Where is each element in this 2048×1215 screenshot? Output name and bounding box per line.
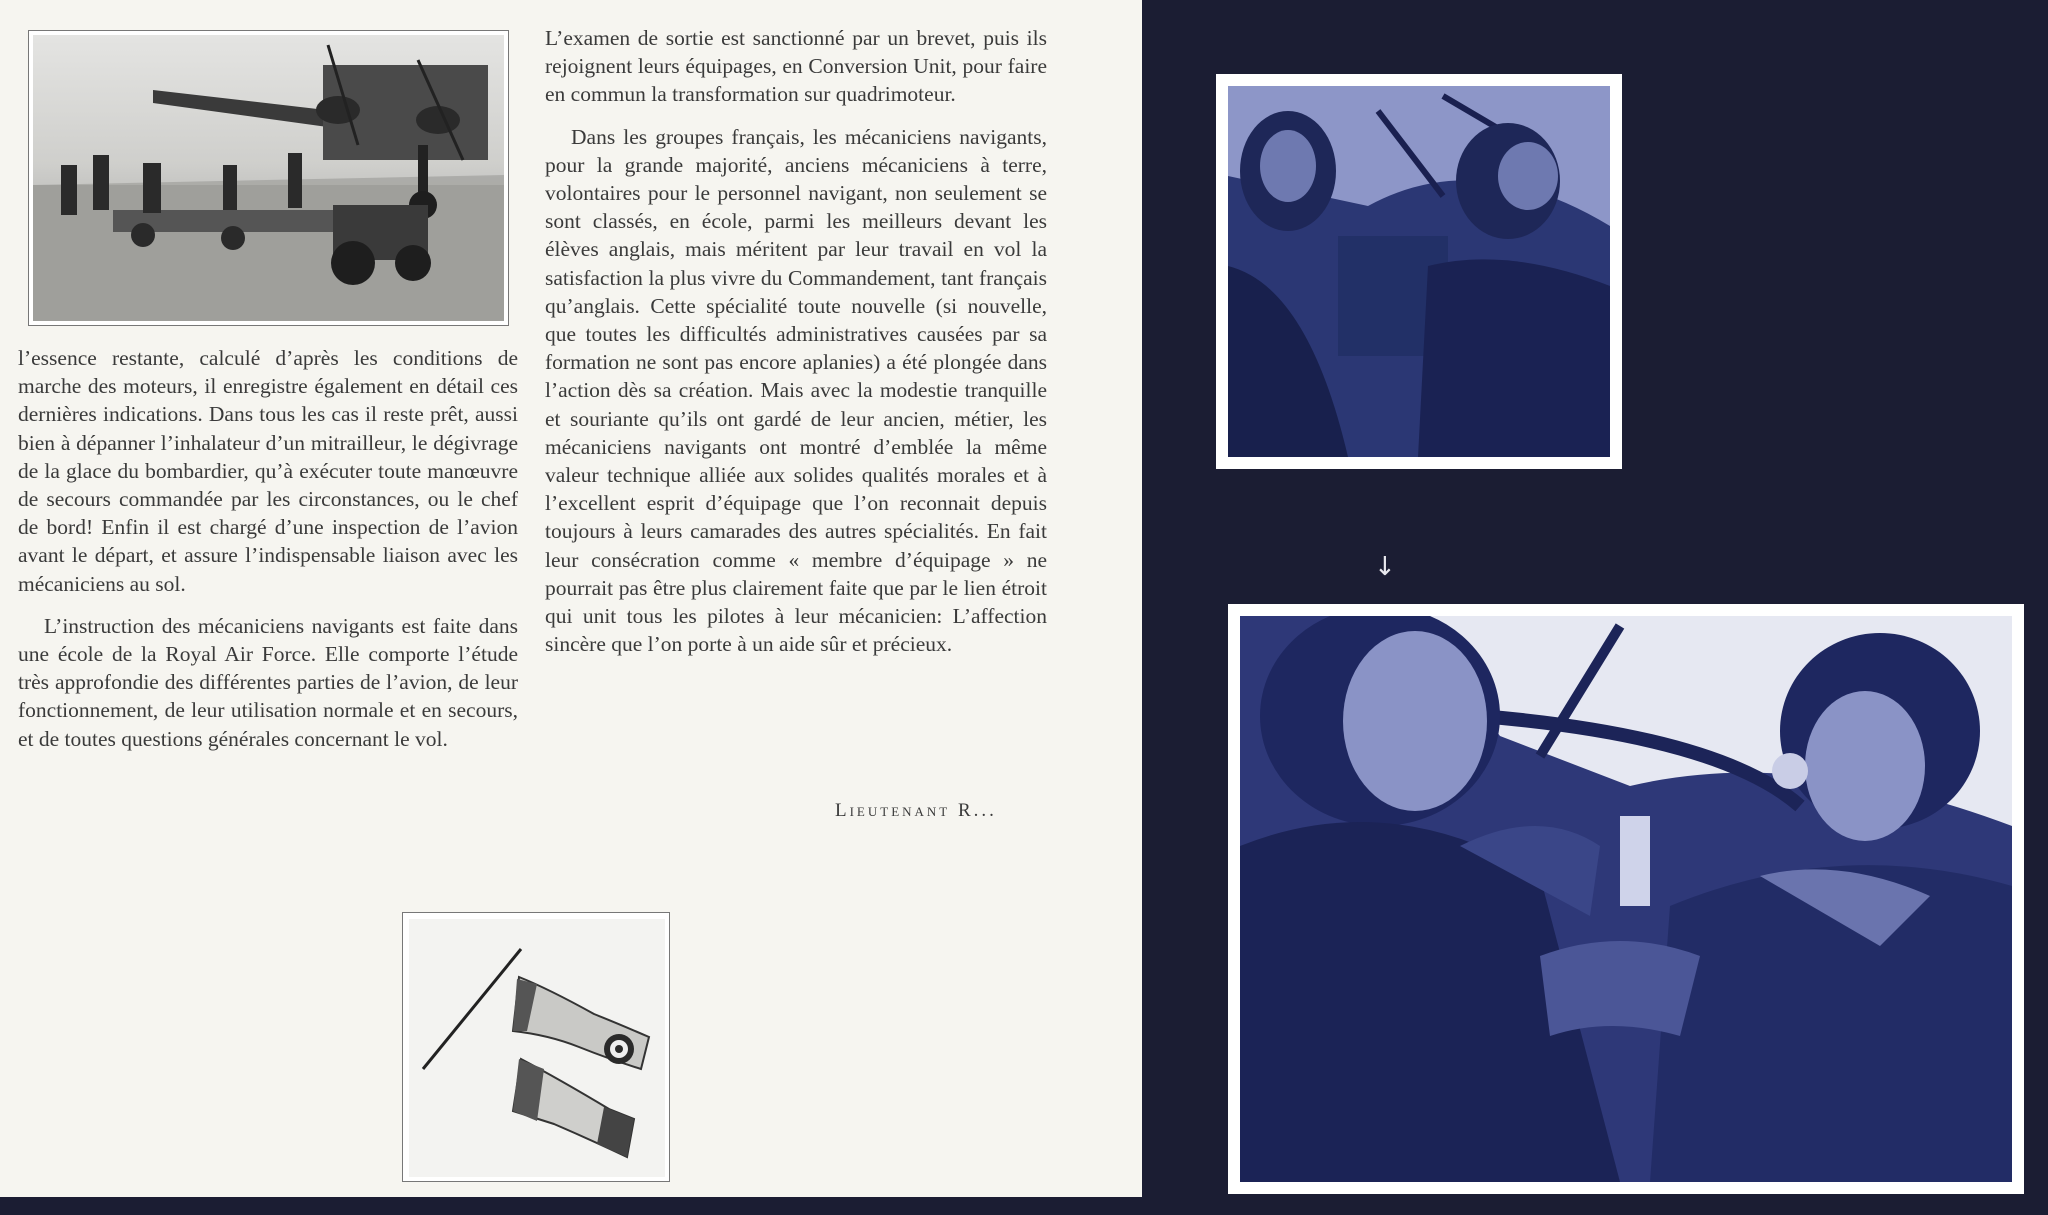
bomber-ground-crew-photo — [28, 30, 509, 326]
right-paragraph-1: L’examen de sortie est sanctionné par un brevet, puis ils rejoignent leurs équipages, en Conversion Unit, pour faire en commun la transformation sur quadrimoteur. — [545, 26, 1047, 107]
right-text-column — [545, 24, 1047, 658]
left-text-column — [18, 344, 518, 753]
flags-photo — [402, 912, 670, 1182]
two-pilots-cockpit-photo — [1228, 604, 2024, 1194]
left-paragraph-2: L’instruction des mécaniciens navigants est faite dans une école de la Royal Air Force. Elle comporte l’étude très approfondie des différentes parties de l’avion, de leur fonctionnement, de leur utilisation normale et en secours, et de toutes questions générales concernant le vol. — [18, 613, 518, 751]
left-paragraph-1: l’essence restante, calculé d’après les conditions de marche des moteurs, il enregistre également en détail ces dernières indications. Dans tous les cas il reste prêt, aussi bien à dépanner l’inhalateur d’un mitrailleur, le dégivrage de la glace du bombardier, qu’à exécuter toute manœuvre de secours commandée par les circonstances, ou le chef de bord! Enfin il est chargé d’une inspection de l’avion avant le départ, et assure l’indispensable liaison avec les mécaniciens au sol. — [18, 346, 518, 596]
right-paragraph-2: Dans les groupes français, les mécaniciens navigants, pour la grande majorité, anciens mécaniciens à terre, volontaires pour le personnel navigant, non seulement se sont classés, en école, parmi les meilleurs devant les élèves anglais, mais méritent par leur travail en vol la satisfaction la plus vivre du Commandement, tant français qu’anglais. Cette spécialité toute nouvelle (si nouvelle, que toutes les difficultés administratives causées par sa formation ne sont pas encore aplanies) a été plongée dans l’action dès sa création. Mais avec la modestie tranquille et souriante qu’ils ont gardé de leur ancien, métier, les mécaniciens navigants ont montré d’emblée la même valeur technique alliée aux solides qualités morales et à l’excellent esprit d’équipage que l’on reconnait depuis toujours à leurs camarades des autres spécialités. En fait leur consécration comme « membre d’équipage » ne pourrait pas être plus clairement faite que par le lien étroit qui unit tous les pilotes à leur mécanicien: L’affection sincère que l’on porte à un aide sûr et précieux. — [545, 124, 1047, 657]
arrow-down-icon: ↓ — [1374, 552, 1396, 582]
cockpit-aircrew-photo — [1216, 74, 1622, 469]
author-signature: Lieutenant R... — [835, 800, 997, 821]
